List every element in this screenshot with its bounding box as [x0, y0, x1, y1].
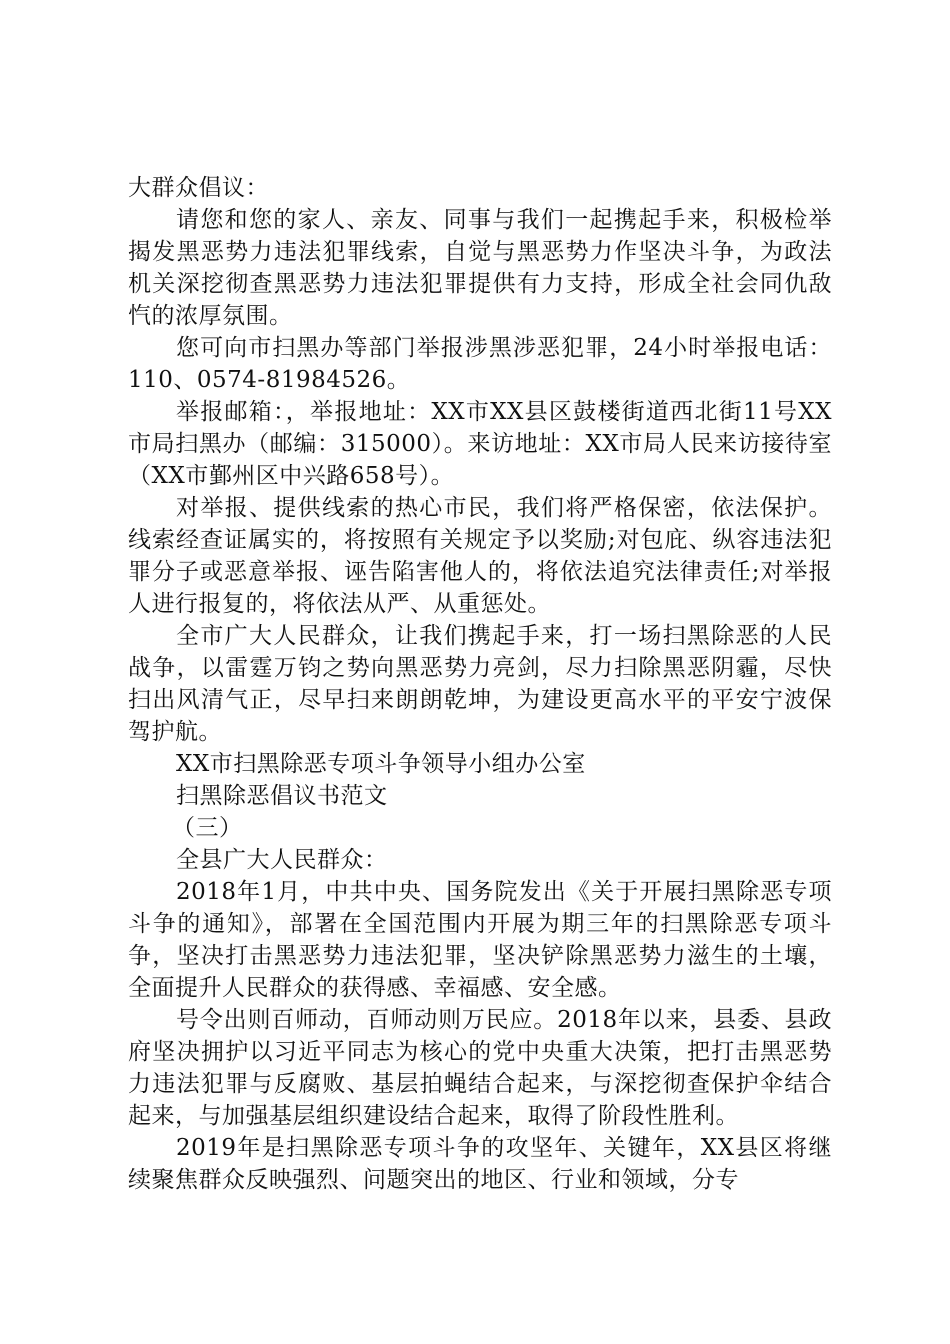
section-number: （三）: [172, 815, 243, 841]
paragraph-2019: 2019年是扫黑除恶专项斗争的攻坚年、关键年，XX县区将继续聚焦群众反映强烈、问题突出的地区、行业和领域，分专: [128, 1135, 832, 1193]
section-title: 扫黑除恶倡议书范文: [176, 783, 388, 809]
paragraph-call-to-action: 全市广大人民群众，让我们携起手来，打一场扫黑除恶的人民战争，以雷霆万钧之势向黑恶势力亮剑，尽力扫除黑恶阴霾，尽快扫出风清气正，尽早扫来朗朗乾坤，为建设更高水平的平安宁波保驾护航。: [128, 623, 832, 745]
paragraph-appeal: 请您和您的家人、亲友、同事与我们一起携起手来，积极检举揭发黑恶势力违法犯罪线索，自觉与黑恶势力作坚决斗争，为政法机关深挖彻查黑恶势力违法犯罪提供有力支持，形成全社会同仇敌忾的浓厚氛围。: [128, 207, 832, 329]
paragraph-protection: 对举报、提供线索的热心市民，我们将严格保密，依法保护。线索经查证属实的，将按照有关规定予以奖励;对包庇、纵容违法犯罪分子或恶意举报、诬告陷害他人的，将依法追究法律责任;对举报人进行报复的，将依法从严、从重惩处。: [128, 495, 832, 617]
document-page: [128, 172, 832, 1196]
paragraph-report-address: 举报邮箱：，举报地址：XX市XX县区鼓楼街道西北街11号XX市局扫黑办（邮编：315000）。来访地址：XX市局人民来访接待室（XX市鄞州区中兴路658号）。: [128, 399, 832, 489]
paragraph-progress: 号令出则百师动，百师动则万民应。2018年以来，县委、县政府坚决拥护以习近平同志为核心的党中央重大决策，把打击黑恶势力违法犯罪与反腐败、基层拍蝇结合起来，与深挖彻查保护伞结合起来，与加强基层组织建设结合起来，取得了阶段性胜利。: [128, 1007, 832, 1129]
paragraph-hotline: 您可向市扫黑办等部门举报涉黑涉恶犯罪，24小时举报电话：110、0574-81984526。: [128, 335, 832, 393]
salutation: 全县广大人民群众：: [176, 847, 388, 873]
paragraph-notice: 2018年1月，中共中央、国务院发出《关于开展扫黑除恶专项斗争的通知》，部署在全国范围内开展为期三年的扫黑除恶专项斗争，坚决打击黑恶势力违法犯罪，坚决铲除黑恶势力滋生的土壤，全面提升人民群众的获得感、幸福感、安全感。: [128, 879, 832, 1001]
signature-line: XX市扫黑除恶专项斗争领导小组办公室: [176, 751, 586, 777]
paragraph-intro-tail: 大群众倡议：: [128, 175, 269, 201]
